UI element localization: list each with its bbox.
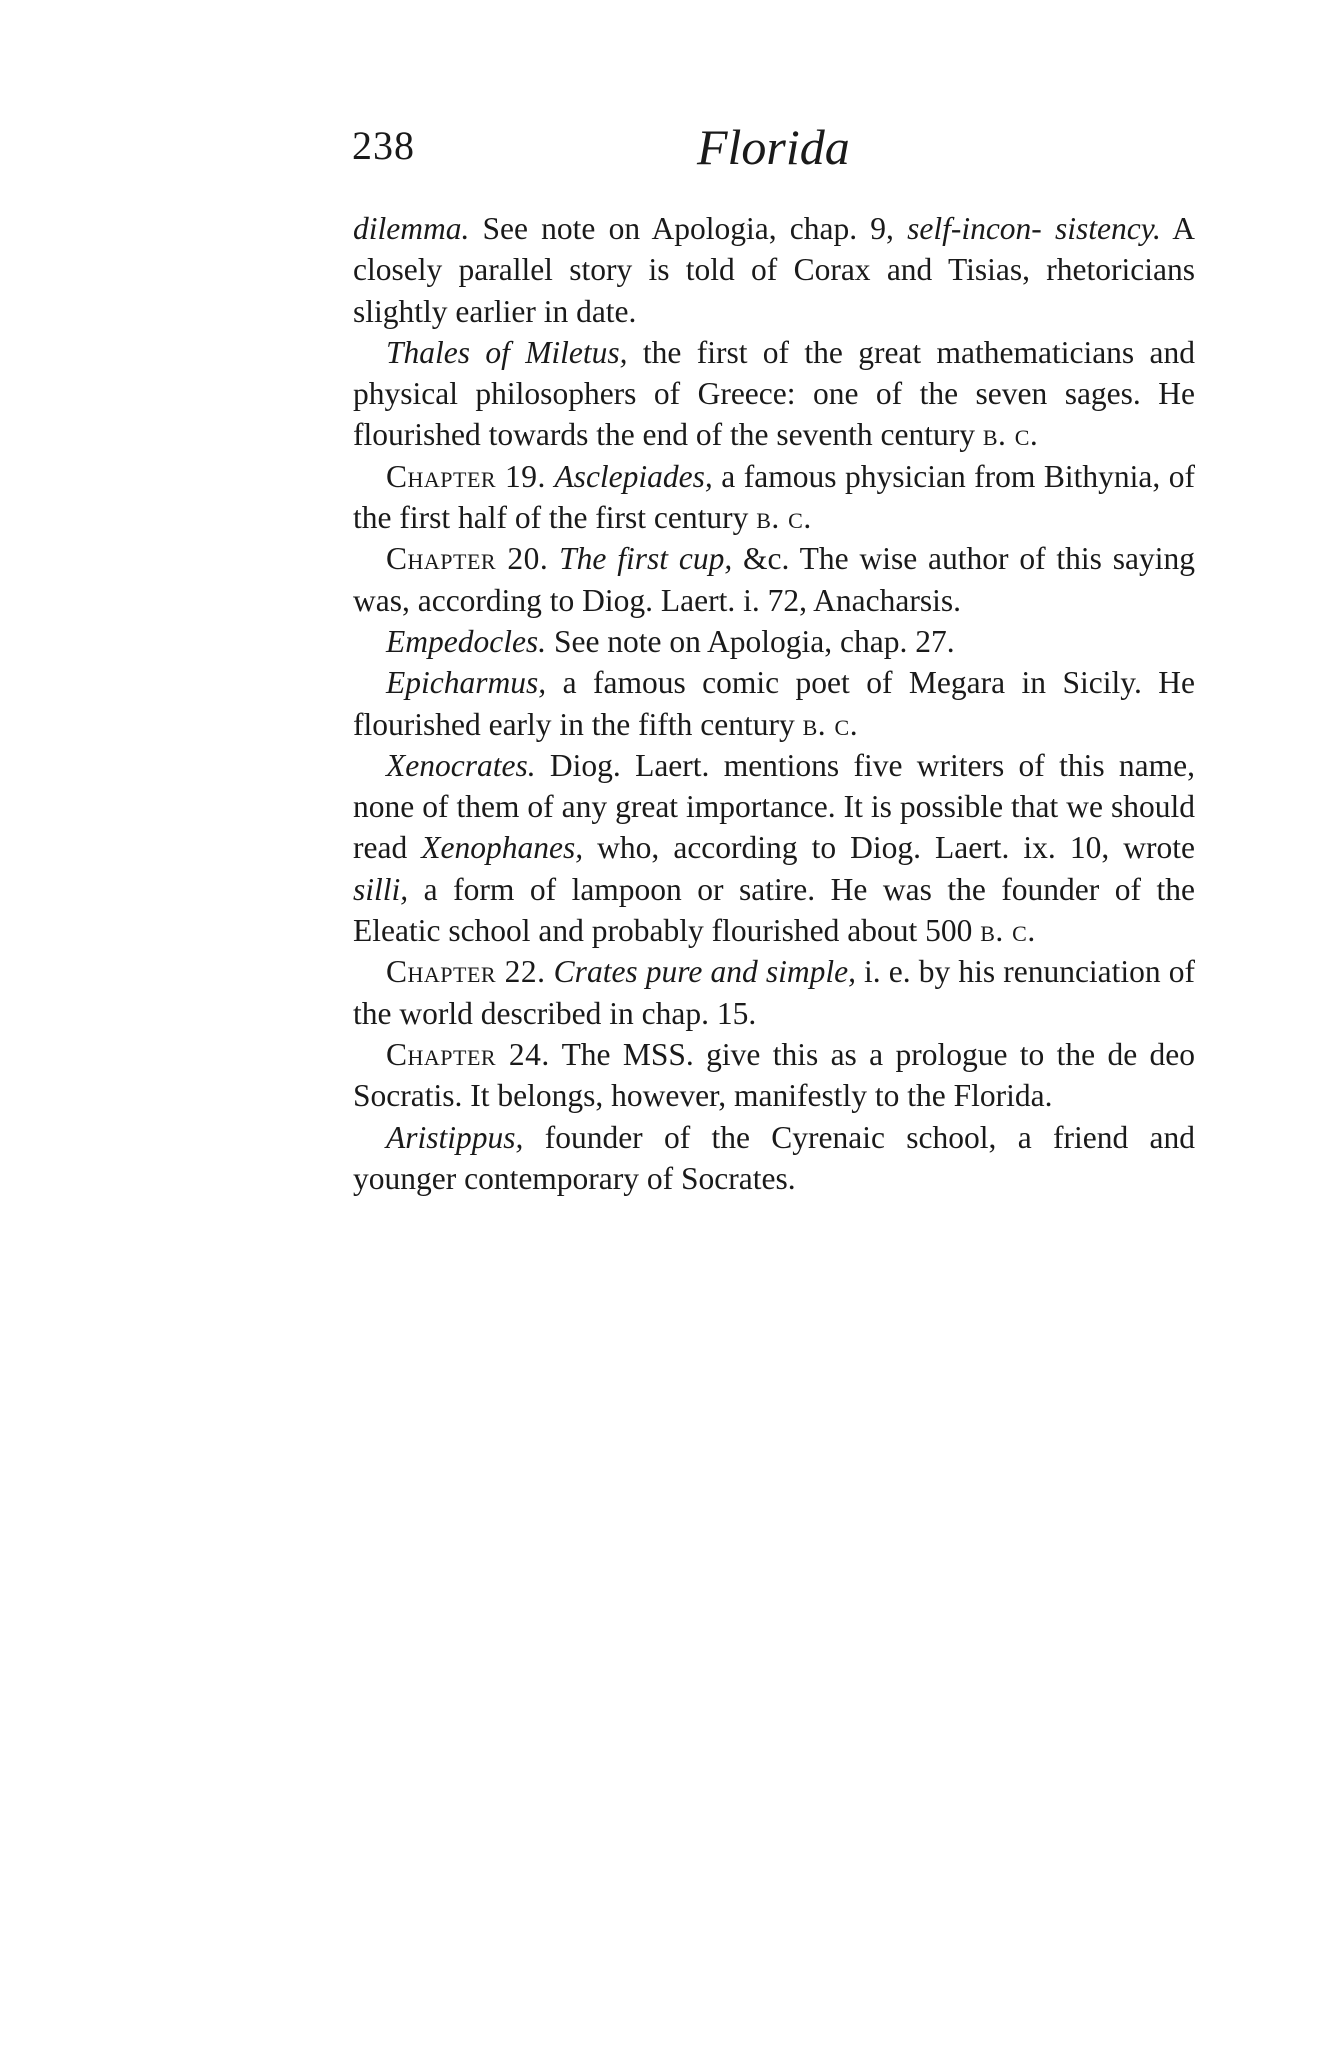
page-number: 238 [352, 123, 415, 168]
note-term: Xenocrates. [386, 747, 536, 783]
note-text: a famous physician from Bithynia, of the first half of the first century [353, 458, 1196, 536]
note-text: Diog. Laert. mentions five writers of this name, none of them of any great importance. It is possible that we should read [353, 747, 1195, 866]
note-era: b. c. [982, 417, 1039, 453]
note-term: The first cup, [559, 541, 733, 577]
note-chapter-19 [353, 456, 1195, 539]
note-text: who, according to Diog. Laert. ix. 10, wrote [583, 830, 1196, 866]
note-term: Thales of Miletus, [386, 334, 628, 370]
note-chapter-24 [353, 1034, 1195, 1117]
note-term: Xenophanes, [421, 830, 584, 866]
note-text: See note on Apologia, chap. 27. [546, 623, 955, 659]
note-chapter-20 [353, 538, 1195, 621]
note-term: Crates pure and simple, [553, 954, 856, 990]
note-text: a famous comic poet of Megara in Sicily. He flourished early in the fifth century [353, 665, 1195, 742]
chapter-label: Chapter 20. [386, 541, 549, 577]
note-term: Empedocles. [386, 623, 547, 659]
note-epicharmus [353, 662, 1195, 745]
note-era: b. c. [802, 706, 859, 742]
note-text: a form of lampoon or satire. He was the founder of the Eleatic school and probably flourished about 500 [353, 871, 1195, 949]
note-chapter-22 [353, 951, 1195, 1034]
note-era: b. c. [756, 500, 812, 536]
note-text: A closely parallel story is told of Corax and Tisias, rhetoricians slightly earlier in date. [353, 211, 1196, 329]
note-text: &c. The wise author of this saying was, according to Diog. Laert. i. 72, Anacharsis. [353, 541, 1196, 618]
note-text: The MSS. give this as a prologue to the de deo Socratis. It belongs, however, manifestly to the Florida. [353, 1036, 1195, 1114]
note-aristippus [353, 1117, 1195, 1200]
chapter-label: Chapter 24. [386, 1036, 550, 1072]
notes-body [353, 208, 1195, 1199]
note-term: Aristippus, [386, 1119, 524, 1155]
chapter-label: Chapter 19. [386, 458, 546, 494]
note-term: Epicharmus, [386, 665, 547, 701]
running-head [352, 119, 1194, 192]
note-term: silli, [353, 871, 409, 907]
note-text: i. e. by his renunciation of the world described in chap. 15. [353, 954, 1196, 1031]
note-text: the first of the great mathematicians and physical philosophers of Greece: one of the seven sages. He flourished towards the end of the seventh century [353, 334, 1196, 453]
note-term: self-incon- sistency. [907, 211, 1161, 246]
note-dilemma [353, 208, 1195, 332]
note-text: See note on Apologia, chap. 9, [469, 211, 908, 246]
note-xenocrates [353, 745, 1195, 951]
note-era: b. c. [980, 913, 1036, 949]
running-title: Florida [697, 119, 850, 175]
note-term: Asclepiades, [554, 458, 713, 494]
note-text: founder of the Cyrenaic school, a friend and younger contemporary of Socrates. [353, 1119, 1195, 1196]
note-empedocles [353, 621, 1195, 662]
chapter-label: Chapter 22. [386, 954, 546, 990]
note-thales [353, 332, 1195, 456]
note-term: dilemma. [353, 211, 470, 246]
